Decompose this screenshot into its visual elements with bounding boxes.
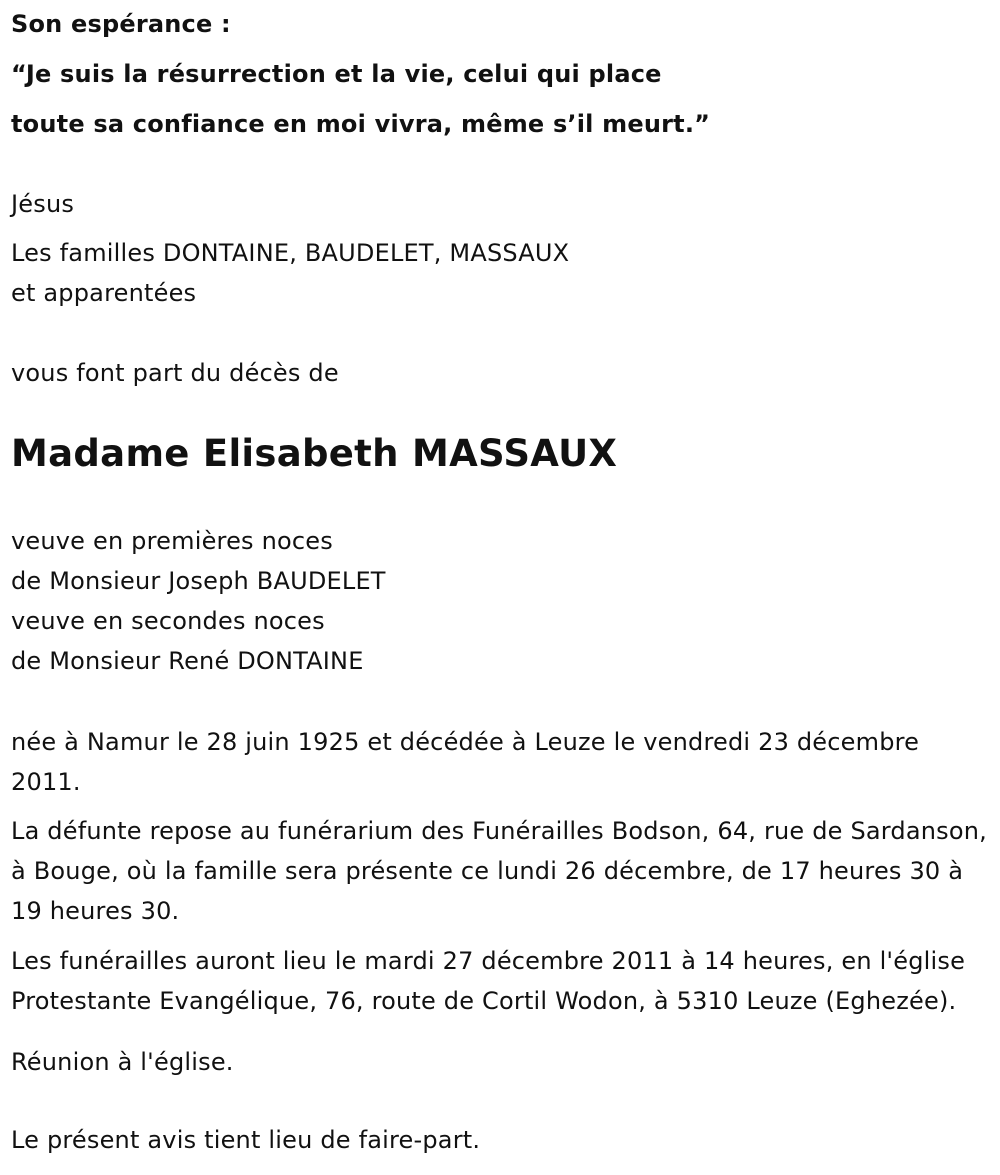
announcement-text: vous font part du décès de [11, 359, 339, 387]
quote-line-1: “Je suis la résurrection et la vie, celui qui place [11, 60, 662, 88]
widowhood-line: veuve en premières noces [11, 527, 333, 555]
notice-text: Le présent avis tient lieu de faire-part. [11, 1126, 481, 1154]
funeral-paragraph: Les funérailles auront lieu le mardi 27 décembre 2011 à 14 heures, en l'église Protestante Evangélique, 76, route de Cortil Wodon, à 5310 Leuze (Eghezée). [11, 947, 966, 1015]
repose-paragraph: La défunte repose au funérarium des Funérailles Bodson, 64, rue de Sardanson, à Bouge, où la famille sera présente ce lundi 26 décembre, de 17 heures 30 à 19 heures 30. [11, 817, 988, 925]
hope-heading: Son espérance : [11, 10, 231, 38]
families-line-2: et apparentées [11, 279, 197, 307]
families-line-1: Les familles DONTAINE, BAUDELET, MASSAUX [11, 239, 570, 267]
quote-author: Jésus [11, 190, 75, 218]
widowhood-line: de Monsieur Joseph BAUDELET [11, 567, 386, 595]
widowhood-line: de Monsieur René DONTAINE [11, 647, 364, 675]
birth-death-paragraph: née à Namur le 28 juin 1925 et décédée à Leuze le vendredi 23 décembre 2011. [11, 728, 920, 796]
deceased-name: Madame Elisabeth MASSAUX [11, 432, 618, 475]
quote-line-2: toute sa confiance en moi vivra, même s’il meurt.” [11, 110, 711, 138]
meeting-text: Réunion à l'église. [11, 1048, 234, 1076]
widowhood-line: veuve en secondes noces [11, 607, 325, 635]
